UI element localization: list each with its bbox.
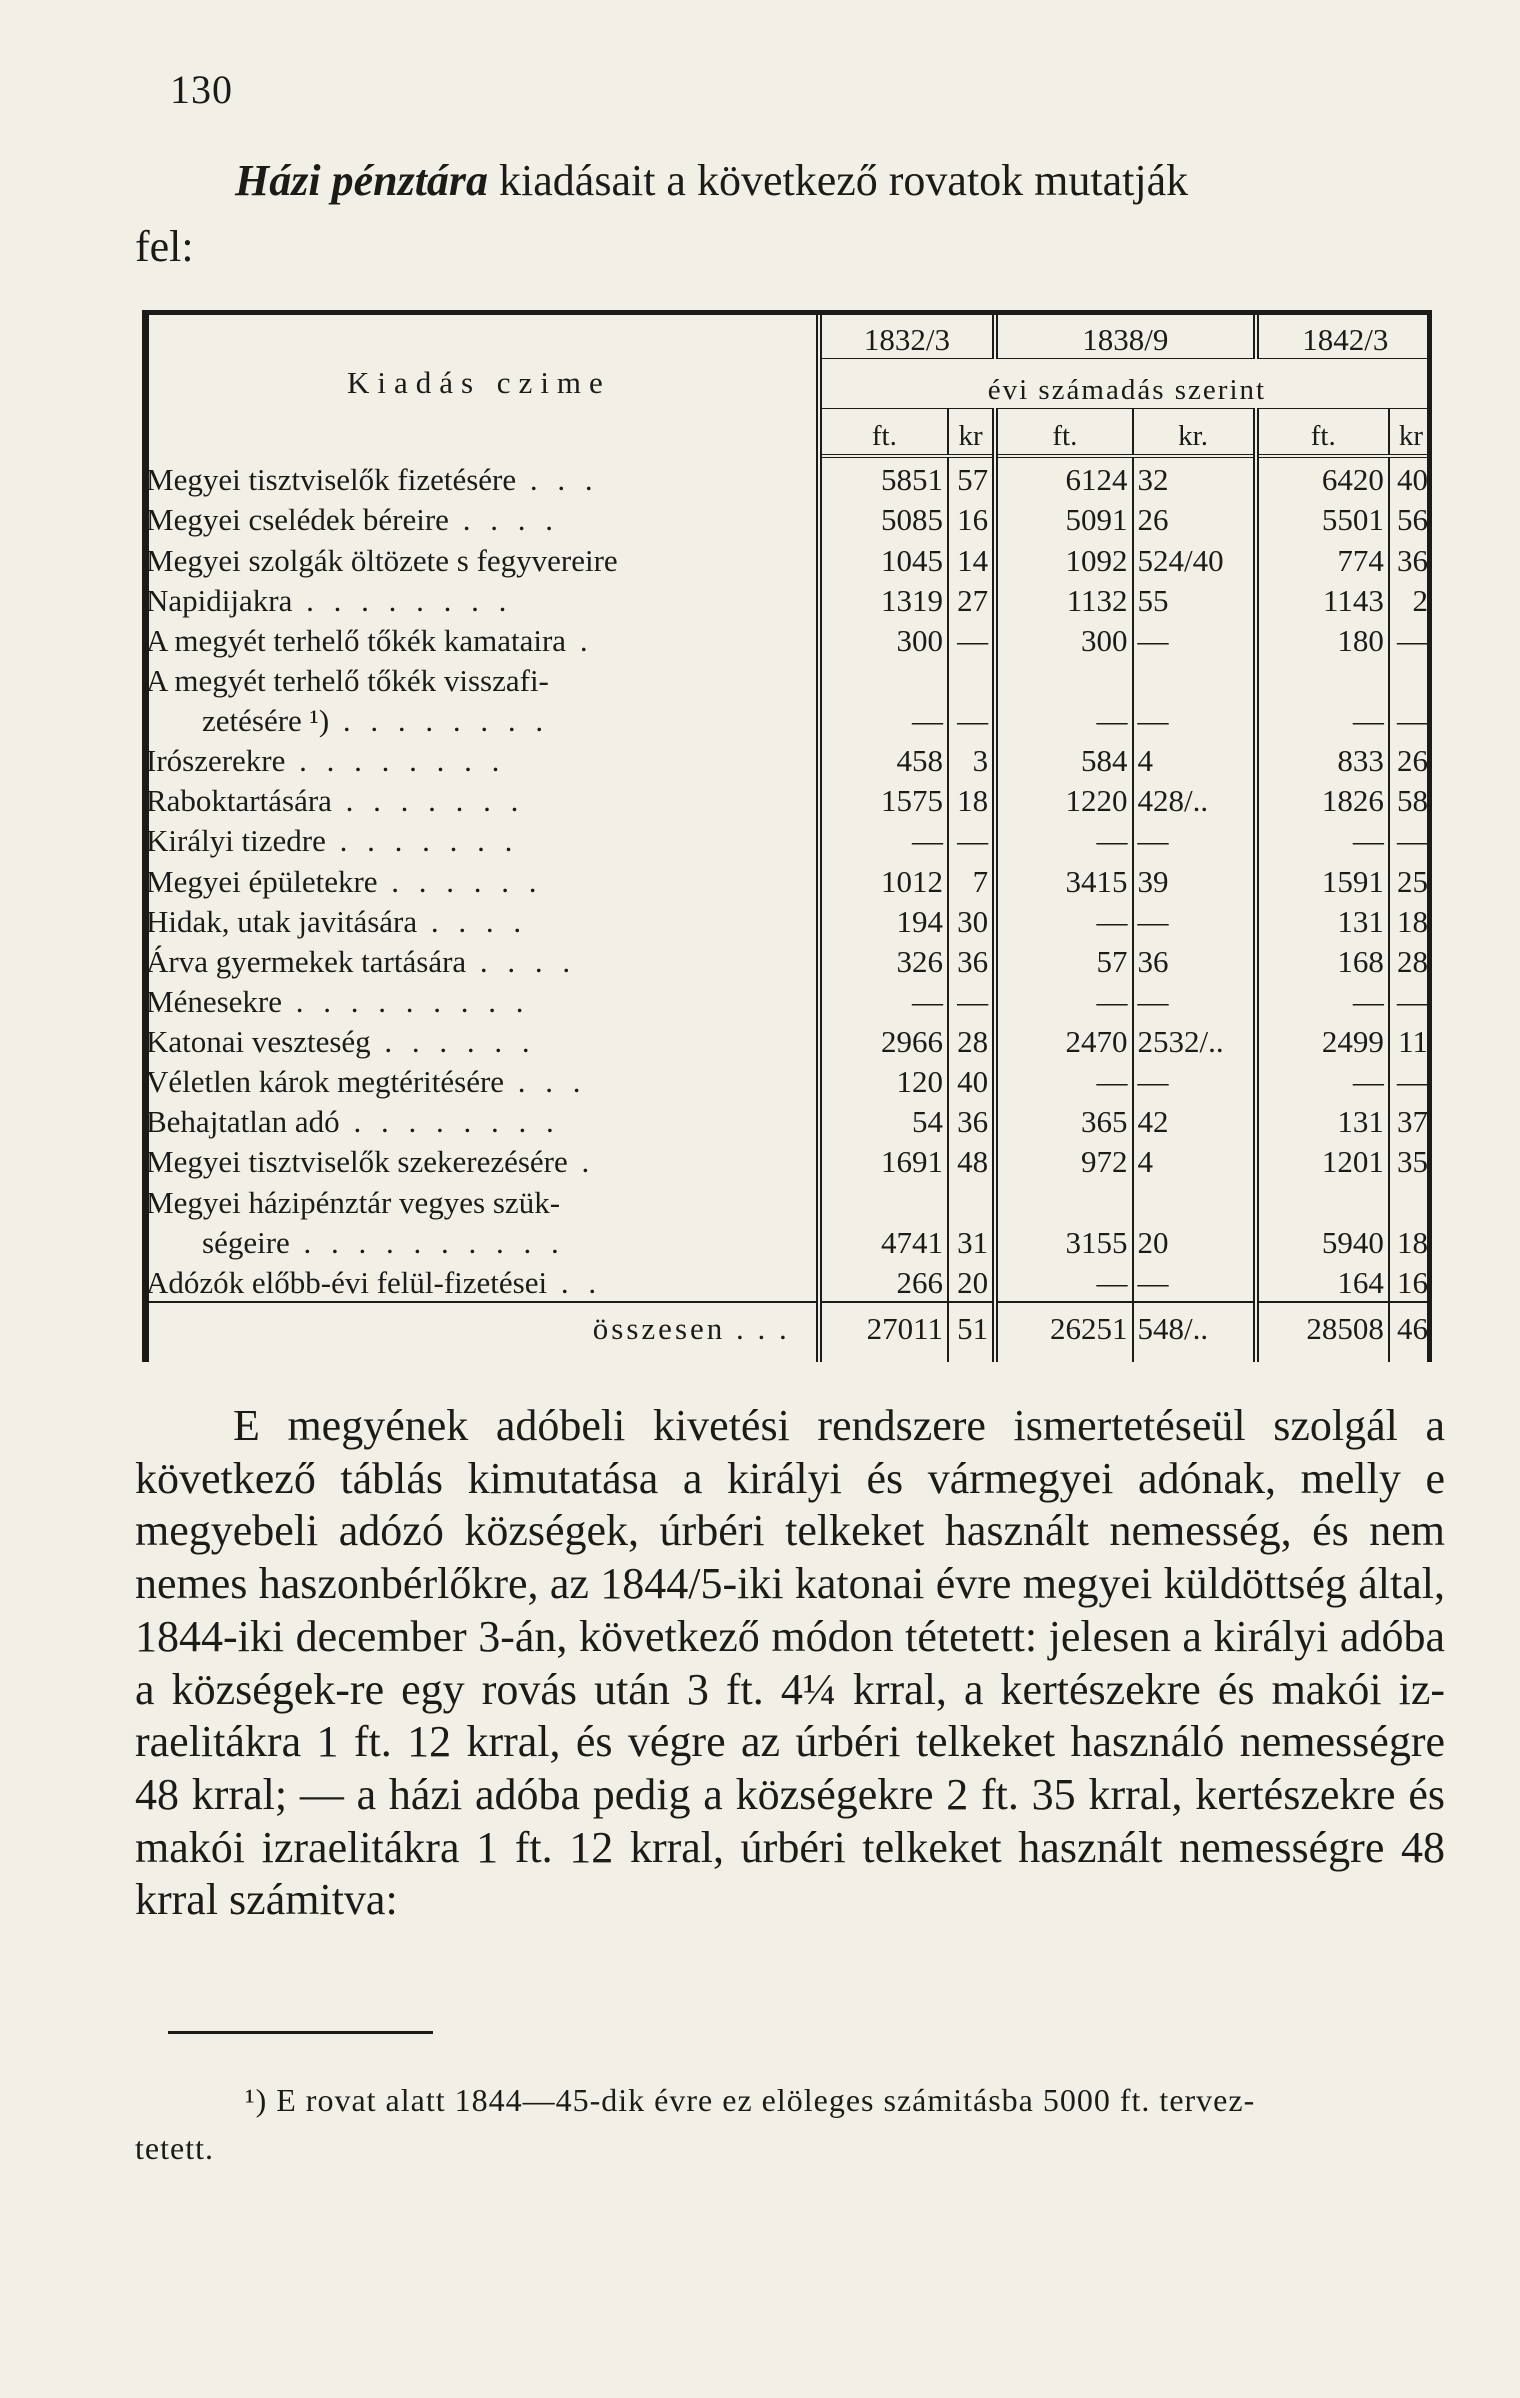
year-header-1: 1832/3 xyxy=(819,310,995,358)
table-cell: 120 xyxy=(819,1060,948,1100)
table-cell: — xyxy=(995,1261,1132,1302)
table-cell: — xyxy=(1389,699,1432,739)
table-cell: — xyxy=(1256,699,1389,739)
table-cell: 36 xyxy=(1389,538,1432,578)
row-label-text: Napidijakra xyxy=(146,582,293,618)
table-row xyxy=(142,1261,1432,1302)
total-cell: 28508 xyxy=(1256,1302,1389,1362)
table-cell: 1092 xyxy=(995,538,1132,578)
intro-text xyxy=(135,148,1445,280)
table-cell: 14 xyxy=(948,538,995,578)
table-cell: 972 xyxy=(995,1140,1132,1180)
table-row xyxy=(142,819,1432,859)
table-cell: — xyxy=(995,1060,1132,1100)
table-cell: 164 xyxy=(1256,1261,1389,1302)
table-cell: 25 xyxy=(1389,859,1432,899)
table-cell xyxy=(995,659,1132,699)
table-cell: — xyxy=(1389,619,1432,659)
row-label xyxy=(142,940,819,980)
unit-kr-1: kr xyxy=(948,408,995,456)
table-cell: 32 xyxy=(1133,456,1256,498)
row-label xyxy=(142,1100,819,1140)
row-label-dots: . . . . . . xyxy=(370,1024,536,1060)
table-cell: 1201 xyxy=(1256,1140,1389,1180)
row-label xyxy=(142,980,819,1020)
table-row xyxy=(142,498,1432,538)
footnote-text: E rovat alatt 1844—45-dik évre ez elöleges számitásba 5000 ft. tervez- xyxy=(267,2082,1256,2118)
intro-italic: Házi pénztára xyxy=(235,156,489,205)
row-label xyxy=(142,819,819,859)
table-cell xyxy=(948,1180,995,1220)
total-label: összesen . . . xyxy=(142,1302,819,1362)
table-cell: — xyxy=(819,699,948,739)
table-cell: 131 xyxy=(1256,900,1389,940)
table-cell: — xyxy=(995,699,1132,739)
table-cell: 4741 xyxy=(819,1221,948,1261)
table-row xyxy=(142,579,1432,619)
row-label xyxy=(142,456,819,498)
row-label-dots: . . . . . . . xyxy=(325,823,519,859)
table-row xyxy=(142,659,1432,699)
row-label-text: Megyei épületekre xyxy=(146,863,378,899)
table-cell: 36 xyxy=(948,940,995,980)
row-label-dots: . xyxy=(566,622,594,658)
table-cell: 458 xyxy=(819,739,948,779)
table-cell: 39 xyxy=(1133,859,1256,899)
row-label-text: Megyei cselédek béreire xyxy=(146,502,449,538)
row-label xyxy=(142,579,819,619)
row-label-dots: . . . . xyxy=(448,502,559,538)
total-cell: 46 xyxy=(1389,1302,1432,1362)
total-cell: 26251 xyxy=(995,1302,1132,1362)
row-label-text: Ménesekre xyxy=(146,983,282,1019)
row-label-text: Árva gyermekek tartására xyxy=(146,943,467,979)
table-cell: 131 xyxy=(1256,1100,1389,1140)
table-title: Kiadás czime xyxy=(142,310,819,456)
row-label-text: Megyei tisztviselők szekerezésére xyxy=(146,1144,568,1180)
unit-ft-1: ft. xyxy=(819,408,948,456)
table-cell: 26 xyxy=(1389,739,1432,779)
table-row xyxy=(142,779,1432,819)
table-cell: 28 xyxy=(948,1020,995,1060)
table-cell: 3 xyxy=(948,739,995,779)
row-label-dots: . . . . xyxy=(466,943,577,979)
table-cell: 27 xyxy=(948,579,995,619)
table-cell xyxy=(819,1180,948,1220)
row-label xyxy=(142,900,819,940)
unit-kr-2: kr. xyxy=(1133,408,1256,456)
table-row xyxy=(142,1100,1432,1140)
table-cell: 26 xyxy=(1133,498,1256,538)
table-cell: — xyxy=(948,699,995,739)
footnote xyxy=(135,2076,1455,2172)
table-cell: 584 xyxy=(995,739,1132,779)
total-cell: 548/.. xyxy=(1133,1302,1256,1362)
table-cell: 35 xyxy=(1389,1140,1432,1180)
table-cell: 57 xyxy=(948,456,995,498)
table-cell: 300 xyxy=(995,619,1132,659)
row-label-dots: . . . xyxy=(516,462,599,498)
row-label-dots: . . . . . . . . xyxy=(339,1104,560,1140)
table-cell: 37 xyxy=(1389,1100,1432,1140)
row-label-text: Adózók előbb-évi felül-fizetései xyxy=(146,1265,548,1300)
table-cell: — xyxy=(1133,1261,1256,1302)
table-cell: 833 xyxy=(1256,739,1389,779)
row-label-dots: . . . . . . . . . . xyxy=(289,1224,565,1260)
table-cell: 18 xyxy=(948,779,995,819)
table-cell: 28 xyxy=(1389,940,1432,980)
table-cell: — xyxy=(1256,819,1389,859)
total-cell: 51 xyxy=(948,1302,995,1362)
table-cell xyxy=(819,659,948,699)
row-label-text: Hidak, utak javitására xyxy=(146,903,418,939)
table-cell: — xyxy=(1133,699,1256,739)
row-label xyxy=(142,859,819,899)
table-cell: — xyxy=(1133,619,1256,659)
row-label-text: Behajtatlan adó xyxy=(146,1104,340,1140)
table-cell: 4 xyxy=(1133,739,1256,779)
table-cell: 5851 xyxy=(819,456,948,498)
unit-ft-2: ft. xyxy=(995,408,1132,456)
row-label-text: Megyei házipénztár vegyes szük- xyxy=(146,1184,561,1220)
footnote-rule xyxy=(168,2031,433,2034)
table-cell: 524/40 xyxy=(1133,538,1256,578)
row-label xyxy=(142,498,819,538)
table-cell: — xyxy=(948,980,995,1020)
row-label xyxy=(142,1020,819,1060)
footnote-mark: ¹) xyxy=(245,2082,268,2118)
row-label-text: Megyei tisztviselők fizetésére xyxy=(146,462,517,498)
total-cell: 27011 xyxy=(819,1302,948,1362)
table-cell: — xyxy=(1389,1060,1432,1100)
table-cell: 42 xyxy=(1133,1100,1256,1140)
table-subheader: évi számadás szerint xyxy=(819,358,1432,408)
table-cell: — xyxy=(948,619,995,659)
table-cell: 40 xyxy=(948,1060,995,1100)
row-label-text: Katonai veszteség xyxy=(146,1024,371,1060)
row-label xyxy=(142,699,819,739)
table-cell: 5501 xyxy=(1256,498,1389,538)
row-label xyxy=(142,739,819,779)
table-row xyxy=(142,859,1432,899)
table-cell: 2 xyxy=(1389,579,1432,619)
table-cell: 2532/.. xyxy=(1133,1020,1256,1060)
table-cell: 326 xyxy=(819,940,948,980)
table-cell: 774 xyxy=(1256,538,1389,578)
table-cell: 36 xyxy=(1133,940,1256,980)
row-label xyxy=(142,659,819,699)
page-number: 130 xyxy=(170,67,233,112)
table-cell: 4 xyxy=(1133,1140,1256,1180)
row-label-dots: . . . . . . . . xyxy=(292,582,513,618)
intro-rest: kiadásait a következő rovatok mutatják xyxy=(488,156,1189,205)
table-row xyxy=(142,1180,1432,1220)
table-row xyxy=(142,1221,1432,1261)
table-cell: 48 xyxy=(948,1140,995,1180)
table-cell: 1220 xyxy=(995,779,1132,819)
table-cell xyxy=(948,659,995,699)
row-label xyxy=(142,1221,819,1261)
table-cell: 40 xyxy=(1389,456,1432,498)
table-cell: — xyxy=(1133,900,1256,940)
row-label xyxy=(142,779,819,819)
table-cell: 6420 xyxy=(1256,456,1389,498)
table-cell: 3415 xyxy=(995,859,1132,899)
row-label-dots: . xyxy=(567,1144,596,1180)
expense-table xyxy=(142,310,1432,1362)
table-cell: — xyxy=(995,900,1132,940)
table-cell: 1826 xyxy=(1256,779,1389,819)
table-cell: — xyxy=(1133,1060,1256,1100)
table-cell: 1591 xyxy=(1256,859,1389,899)
row-label-text: A megyét terhelő tőkék kamataira xyxy=(146,622,567,658)
table-row xyxy=(142,619,1432,659)
row-label-dots: . . xyxy=(547,1265,603,1300)
table-cell: 1319 xyxy=(819,579,948,619)
table-cell: 266 xyxy=(819,1261,948,1302)
row-label xyxy=(142,1140,819,1180)
row-label xyxy=(142,1060,819,1100)
row-label-dots: . . . . . . . . xyxy=(285,743,506,779)
table-cell: — xyxy=(1256,980,1389,1020)
table-cell: 1143 xyxy=(1256,579,1389,619)
table-cell: 1012 xyxy=(819,859,948,899)
table-cell: 31 xyxy=(948,1221,995,1261)
table-cell: — xyxy=(819,980,948,1020)
row-label-dots: . . . . . . . . xyxy=(329,703,550,739)
table-cell xyxy=(1133,659,1256,699)
row-label-text: Raboktartására xyxy=(146,783,332,819)
table-cell: 18 xyxy=(1389,1221,1432,1261)
row-label-dots: . . . . . . . . . xyxy=(282,983,530,1019)
table-cell: — xyxy=(948,819,995,859)
row-label-text: Királyi tizedre xyxy=(146,823,326,859)
table-cell: 55 xyxy=(1133,579,1256,619)
table-cell: 20 xyxy=(948,1261,995,1302)
table-cell xyxy=(1133,1180,1256,1220)
table-cell: 30 xyxy=(948,900,995,940)
row-label xyxy=(142,538,819,578)
table-cell xyxy=(995,1180,1132,1220)
table-cell: 11 xyxy=(1389,1020,1432,1060)
table-cell: 2499 xyxy=(1256,1020,1389,1060)
row-label xyxy=(142,1261,819,1302)
table-row xyxy=(142,1060,1432,1100)
row-label xyxy=(142,619,819,659)
table-cell: 54 xyxy=(819,1100,948,1140)
row-label-text: A megyét terhelő tőkék visszafi- xyxy=(146,662,549,698)
table-cell: — xyxy=(1133,819,1256,859)
table-cell: 36 xyxy=(948,1100,995,1140)
intro-cont: fel: xyxy=(135,222,194,271)
table-cell: — xyxy=(995,819,1132,859)
table-row xyxy=(142,1020,1432,1060)
table-row xyxy=(142,739,1432,779)
table-cell: 1045 xyxy=(819,538,948,578)
table-cell: — xyxy=(1133,980,1256,1020)
table-cell: 18 xyxy=(1389,900,1432,940)
table-cell: 428/.. xyxy=(1133,779,1256,819)
table-cell: 1132 xyxy=(995,579,1132,619)
row-label-dots: . . . . . . . xyxy=(331,783,525,819)
table-row xyxy=(142,980,1432,1020)
table-cell: 3155 xyxy=(995,1221,1132,1261)
table-row xyxy=(142,1140,1432,1180)
table-cell: 56 xyxy=(1389,498,1432,538)
unit-kr-3: kr xyxy=(1389,408,1432,456)
table-cell: 2470 xyxy=(995,1020,1132,1060)
table-cell: 7 xyxy=(948,859,995,899)
table-cell: 1575 xyxy=(819,779,948,819)
row-label-text: ségeire xyxy=(202,1224,290,1260)
table-cell: — xyxy=(1389,980,1432,1020)
table-cell: — xyxy=(1389,819,1432,859)
table-cell: 5940 xyxy=(1256,1221,1389,1261)
table-cell: — xyxy=(819,819,948,859)
table-cell: 20 xyxy=(1133,1221,1256,1261)
table-cell: — xyxy=(1256,1060,1389,1100)
table-cell: 58 xyxy=(1389,779,1432,819)
footnote-cont: tetett. xyxy=(135,2130,214,2166)
table-cell: 57 xyxy=(995,940,1132,980)
table-cell: 16 xyxy=(1389,1261,1432,1302)
row-label-dots: . . . . xyxy=(417,903,528,939)
row-label-text: Megyei szolgák öltözete s fegyvereire xyxy=(146,542,618,578)
table-cell xyxy=(1389,1180,1432,1220)
row-label-text: zetésére ¹) xyxy=(202,703,330,739)
table-cell xyxy=(1389,659,1432,699)
row-label xyxy=(142,1180,819,1220)
year-header-3: 1842/3 xyxy=(1256,310,1432,358)
table-cell: 365 xyxy=(995,1100,1132,1140)
table-cell xyxy=(1256,659,1389,699)
body-paragraph: E megyének adóbeli kivetési rendszere ismertetéseül szolgál a következő táblás kimutatása a királyi és vármegyei adónak, melly e megyebeli adózó községek, úrbéri telkeket használt nemesség, és nem nemes haszonbérlőkre, az 1844/5-iki katonai évre megyei küldöttség által, 1844-iki december 3-án, következő módon tétetett: jelesen a királyi adóba a községek-re egy rovás után 3 ft. 4¼ krral, a kertészekre és makói iz-raelitákra 1 ft. 12 krral, és végre az úrbéri telkeket használó nemességre 48 krral; — a házi adóba pedig a községekre 2 ft. 35 krral, kertészekre és makói izraelitákra 1 ft. 12 krral, úrbéri telkeket használt nemességre 48 krral számitva: xyxy=(135,1401,1445,1925)
table-cell: — xyxy=(995,980,1132,1020)
table-cell: 6124 xyxy=(995,456,1132,498)
year-header-2: 1838/9 xyxy=(995,310,1255,358)
table-row xyxy=(142,900,1432,940)
table-cell: 180 xyxy=(1256,619,1389,659)
row-label-dots: . . . xyxy=(504,1064,587,1100)
unit-ft-3: ft. xyxy=(1256,408,1389,456)
table-row xyxy=(142,538,1432,578)
table-cell: 5085 xyxy=(819,498,948,538)
row-label-dots: . . . . . . xyxy=(377,863,543,899)
table-cell: 300 xyxy=(819,619,948,659)
table-cell xyxy=(1256,1180,1389,1220)
row-label-text: Irószerekre xyxy=(146,743,286,779)
table-cell: 2966 xyxy=(819,1020,948,1060)
table-cell: 168 xyxy=(1256,940,1389,980)
table-cell: 16 xyxy=(948,498,995,538)
table-cell: 194 xyxy=(819,900,948,940)
table-row xyxy=(142,456,1432,498)
table-cell: 5091 xyxy=(995,498,1132,538)
table-row xyxy=(142,699,1432,739)
table-row xyxy=(142,940,1432,980)
row-label-text: Véletlen károk megtéritésére xyxy=(146,1064,505,1100)
table-cell: 1691 xyxy=(819,1140,948,1180)
